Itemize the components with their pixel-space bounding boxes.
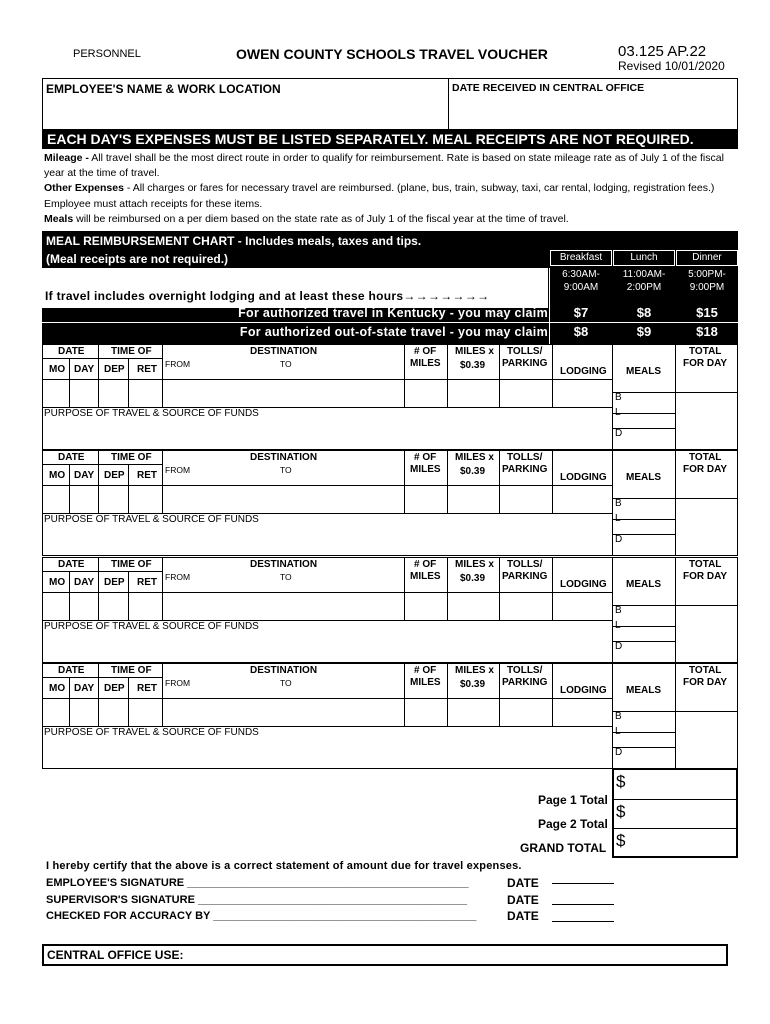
entry4-l-label: L: [615, 726, 621, 737]
entry1-to-label: TO: [280, 359, 292, 369]
entry3-mileage-amount-field[interactable]: [448, 593, 499, 620]
meal-chart-subtitle: (Meal receipts are not required.): [46, 252, 229, 266]
entry2-destination-field[interactable]: [163, 486, 404, 513]
instructions: [44, 151, 734, 227]
entry3-destination-field[interactable]: [163, 593, 404, 620]
entry3-purpose-label: PURPOSE OF TRAVEL & SOURCE OF FUNDS: [44, 621, 259, 632]
entry3-return-field[interactable]: [129, 593, 162, 620]
entry4-mileage-amount-field[interactable]: [448, 699, 499, 726]
dinner-time: 5:00PM-: [688, 269, 726, 280]
breakfast-time: 6:30AM-: [562, 269, 600, 280]
kentucky-lunch-rate: $8: [636, 305, 652, 320]
entry2-purpose-label: PURPOSE OF TRAVEL & SOURCE OF FUNDS: [44, 514, 259, 525]
entry4-num-of-label: # OF: [414, 665, 437, 676]
meal-chart-title: MEAL REIMBURSEMENT CHART - Includes meals, taxes and tips.: [46, 234, 422, 248]
entry2-day-field[interactable]: [70, 486, 98, 513]
entry2-tolls-label: TOLLS/: [507, 452, 543, 463]
meals-label: Meals: [44, 212, 74, 225]
entry4-day-field[interactable]: [70, 699, 98, 726]
entry1-departure-field[interactable]: [99, 380, 128, 407]
entry3-parking-label: PARKING: [502, 571, 548, 582]
central-office-box: [42, 944, 728, 966]
entry4-time-of-label: TIME OF: [111, 665, 152, 676]
entry1-l-label: L: [615, 407, 621, 418]
entry2-purpose-field[interactable]: [44, 526, 610, 554]
entry3-miles-label: MILES: [410, 571, 441, 582]
entry3-month-field[interactable]: [43, 593, 69, 620]
entry1-tolls-field[interactable]: [500, 380, 552, 407]
meal-chart: [42, 231, 738, 344]
oos-lunch-rate: $9: [636, 324, 652, 339]
entry4-lodging-label: LODGING: [560, 685, 607, 696]
policy-code: 03.125 AP.22: [618, 43, 707, 60]
employee-name-field[interactable]: [51, 97, 441, 125]
entry2-for-day-label: FOR DAY: [683, 464, 728, 475]
entry4-miles-field[interactable]: [405, 699, 447, 726]
entry2-lodging-field[interactable]: [553, 486, 612, 513]
entry4-day-label: DAY: [74, 683, 95, 694]
mileage-text: All travel shall be the most direct route in order to qualify for reimbursement. Rate is based on state mileage rate as of July 1 of the fiscal year at the time of travel.: [44, 152, 724, 180]
entry1-total-label: TOTAL: [689, 346, 722, 357]
entry2-destination-label: DESTINATION: [250, 452, 318, 463]
entry3-for-day-label: FOR DAY: [683, 571, 728, 582]
entry3-num-of-label: # OF: [414, 559, 437, 570]
entry1-day-field[interactable]: [70, 380, 98, 407]
entry4-return-field[interactable]: [129, 699, 162, 726]
page2-total-label: Page 2 Total: [538, 817, 608, 831]
entry2-total-field[interactable]: [676, 514, 737, 555]
entry2-rate-label: $0.39: [460, 466, 486, 477]
entry2-total-label: TOTAL: [689, 452, 722, 463]
entry2-num-of-label: # OF: [414, 452, 437, 463]
breakfast-time-end: 9:00AM: [563, 282, 599, 293]
entry4-b-label: B: [615, 711, 622, 722]
entry1-from-label: FROM: [165, 359, 191, 369]
top-fields-box: [42, 78, 738, 130]
entry2-meals-label: MEALS: [626, 472, 661, 483]
entry1-for-day-label: FOR DAY: [683, 358, 728, 369]
entry2-l-label: L: [615, 513, 621, 524]
entry1-meals-field[interactable]: [624, 393, 674, 449]
entry4-date-label: DATE: [58, 665, 85, 676]
supervisor-signature-line[interactable]: SUPERVISOR'S SIGNATURE ____________________________________________: [46, 894, 468, 906]
entry4-meals-field[interactable]: [624, 712, 674, 768]
document-title: OWEN COUNTY SCHOOLS TRAVEL VOUCHER: [236, 46, 548, 62]
entry3-tolls-field[interactable]: [500, 593, 552, 620]
kentucky-rate-label: For authorized travel in Kentucky - you may claim: [238, 306, 548, 320]
entry1-d-label: D: [615, 428, 623, 439]
entry2-month-field[interactable]: [43, 486, 69, 513]
entry1-return-field[interactable]: [129, 380, 162, 407]
entry3-tolls-label: TOLLS/: [507, 559, 543, 570]
entry4-mo-label: MO: [49, 683, 66, 694]
entry1-miles-field[interactable]: [405, 380, 447, 407]
page1-total-field[interactable]: [632, 772, 732, 797]
entry4-total-label: TOTAL: [689, 665, 722, 676]
entry2-day-label: DAY: [74, 470, 95, 481]
out-of-state-rate-label: For authorized out-of-state travel - you may claim: [239, 325, 548, 339]
entry2-lodging-label: LODGING: [560, 472, 607, 483]
entry2-from-label: FROM: [165, 465, 191, 475]
entry4-tolls-field[interactable]: [500, 699, 552, 726]
entry4-destination-label: DESTINATION: [250, 665, 318, 676]
entry2-date-label: DATE: [58, 452, 85, 463]
entry1-ret-label: RET: [137, 364, 157, 375]
entry3-day-label: DAY: [74, 577, 95, 588]
expenses-banner: EACH DAY'S EXPENSES MUST BE LISTED SEPARATELY. MEAL RECEIPTS ARE NOT REQUIRED.: [42, 129, 738, 149]
entry4-rate-label: $0.39: [460, 679, 486, 690]
totals-box: [612, 768, 738, 858]
dinner-header: Dinner: [676, 250, 738, 266]
entry1-miles-x-label: MILES x: [455, 346, 494, 357]
entry1-rate-label: $0.39: [460, 360, 486, 371]
entry1-lodging-label: LODGING: [560, 366, 607, 377]
entry2-departure-field[interactable]: [99, 486, 128, 513]
entry4-lodging-field[interactable]: [553, 699, 612, 726]
entry1-purpose-label: PURPOSE OF TRAVEL & SOURCE OF FUNDS: [44, 408, 259, 419]
page1-dollar: $: [616, 772, 626, 791]
entry2-miles-x-label: MILES x: [455, 452, 494, 463]
entry1-destination-label: DESTINATION: [250, 346, 318, 357]
grand-dollar: $: [616, 831, 626, 850]
entry1-parking-label: PARKING: [502, 358, 548, 369]
oos-dinner-rate: $18: [696, 324, 718, 339]
entry3-l-label: L: [615, 620, 621, 631]
entry4-ret-label: RET: [137, 683, 157, 694]
entry4-month-field[interactable]: [43, 699, 69, 726]
dinner-time-end: 9:00PM: [689, 282, 725, 293]
page2-total-field[interactable]: [632, 801, 732, 826]
kentucky-dinner-rate: $15: [696, 305, 718, 320]
overnight-note: If travel includes overnight lodging and at least these hours→→→→→→→: [45, 289, 490, 303]
entry3-lodging-label: LODGING: [560, 579, 607, 590]
entry3-d-label: D: [615, 641, 623, 652]
entry1-meals-label: MEALS: [626, 366, 661, 377]
employee-signature-line[interactable]: EMPLOYEE'S SIGNATURE ______________________________________________: [46, 877, 469, 889]
grand-total-label: GRAND TOTAL: [520, 841, 607, 855]
lunch-header: Lunch: [613, 250, 675, 266]
page2-dollar: $: [616, 802, 626, 821]
entry1-time-of-label: TIME OF: [111, 346, 152, 357]
central-office-label: CENTRAL OFFICE USE:: [47, 948, 184, 962]
entry4-total-field[interactable]: [676, 727, 737, 768]
entry3-dep-label: DEP: [104, 577, 125, 588]
employee-date-field[interactable]: [552, 883, 614, 884]
entry3-purpose-field[interactable]: [44, 633, 610, 661]
entry1-num-of-label: # OF: [414, 346, 437, 357]
entry3-from-label: FROM: [165, 572, 191, 582]
entry2-tolls-field[interactable]: [500, 486, 552, 513]
meals-text: will be reimbursed on a per diem based on the state rate as of July 1 of the fiscal year at the time of travel.: [73, 212, 569, 225]
entry2-return-field[interactable]: [129, 486, 162, 513]
entry1-miles-label: MILES: [410, 358, 441, 369]
entry2-mileage-amount-field[interactable]: [448, 486, 499, 513]
entry4-destination-field[interactable]: [163, 699, 404, 726]
entry3-destination-label: DESTINATION: [250, 559, 318, 570]
grand-total-field[interactable]: [632, 830, 732, 855]
entry1-day-label: DAY: [74, 364, 95, 375]
entry4-for-day-label: FOR DAY: [683, 677, 728, 688]
entry4-from-label: FROM: [165, 678, 191, 688]
entry4-purpose-label: PURPOSE OF TRAVEL & SOURCE OF FUNDS: [44, 727, 259, 738]
entry3-mo-label: MO: [49, 577, 66, 588]
entry4-dep-label: DEP: [104, 683, 125, 694]
entry4-purpose-field[interactable]: [44, 739, 610, 767]
oos-breakfast-rate: $8: [573, 324, 589, 339]
entry3-b-label: B: [615, 605, 622, 616]
entry3-rate-label: $0.39: [460, 573, 486, 584]
entry3-day-field[interactable]: [70, 593, 98, 620]
entry3-time-of-label: TIME OF: [111, 559, 152, 570]
entry2-meals-field[interactable]: [624, 499, 674, 555]
entry3-date-label: DATE: [58, 559, 85, 570]
entry1-mileage-amount-field[interactable]: [448, 380, 499, 407]
entry1-total-field[interactable]: [676, 408, 737, 449]
header-section-label: PERSONNEL: [73, 48, 141, 60]
employee-date-label: DATE: [507, 876, 539, 890]
date-received-field[interactable]: [453, 97, 733, 125]
entry1-mo-label: MO: [49, 364, 66, 375]
entry3-to-label: TO: [280, 572, 292, 582]
entry3-total-label: TOTAL: [689, 559, 722, 570]
entry2-parking-label: PARKING: [502, 464, 548, 475]
checked-by-line[interactable]: CHECKED FOR ACCURACY BY ___________________________________________: [46, 910, 477, 922]
entry1-date-label: DATE: [58, 346, 85, 357]
entry4-parking-label: PARKING: [502, 677, 548, 688]
kentucky-breakfast-rate: $7: [573, 305, 589, 320]
entry2-miles-field[interactable]: [405, 486, 447, 513]
revision-date: Revised 10/01/2020: [618, 59, 725, 73]
checked-date-field[interactable]: [552, 921, 614, 922]
entry2-b-label: B: [615, 498, 622, 509]
entry1-lodging-field[interactable]: [553, 380, 612, 407]
entry4-to-label: TO: [280, 678, 292, 688]
entry2-d-label: D: [615, 534, 623, 545]
checked-date-label: DATE: [507, 909, 539, 923]
entry4-d-label: D: [615, 747, 623, 758]
entry4-tolls-label: TOLLS/: [507, 665, 543, 676]
lunch-time: 11:00AM-: [622, 269, 666, 280]
employee-name-label: EMPLOYEE'S NAME & WORK LOCATION: [46, 82, 281, 96]
entry3-departure-field[interactable]: [99, 593, 128, 620]
entry2-ret-label: RET: [137, 470, 157, 481]
entry1-destination-field[interactable]: [163, 380, 404, 407]
entry2-dep-label: DEP: [104, 470, 125, 481]
breakfast-header: Breakfast: [550, 250, 612, 266]
entry3-meals-label: MEALS: [626, 579, 661, 590]
entry4-meals-label: MEALS: [626, 685, 661, 696]
entry1-dep-label: DEP: [104, 364, 125, 375]
certification-statement: I hereby certify that the above is a correct statement of amount due for travel expenses.: [46, 860, 522, 872]
supervisor-date-field[interactable]: [552, 904, 614, 905]
entry4-miles-label: MILES: [410, 677, 441, 688]
entry1-month-field[interactable]: [43, 380, 69, 407]
entry1-purpose-field[interactable]: [44, 420, 610, 448]
entry3-ret-label: RET: [137, 577, 157, 588]
other-expenses-label: Other Expenses: [44, 182, 124, 195]
entry3-total-field[interactable]: [676, 621, 737, 662]
entry2-miles-label: MILES: [410, 464, 441, 475]
entry2-mo-label: MO: [49, 470, 66, 481]
other-expenses-text: - All charges or fares for necessary travel are reimbursed. (plane, bus, train, subway, taxi, car rental, lodging, registration fees.) Employee must attach receipts for these items.: [44, 182, 715, 210]
entry4-miles-x-label: MILES x: [455, 665, 494, 676]
entry3-lodging-field[interactable]: [553, 593, 612, 620]
entry2-time-of-label: TIME OF: [111, 452, 152, 463]
entry1-tolls-label: TOLLS/: [507, 346, 543, 357]
entry3-meals-field[interactable]: [624, 606, 674, 662]
entry3-miles-field[interactable]: [405, 593, 447, 620]
entry3-miles-x-label: MILES x: [455, 559, 494, 570]
page1-total-label: Page 1 Total: [538, 793, 608, 807]
entry4-departure-field[interactable]: [99, 699, 128, 726]
entry2-to-label: TO: [280, 465, 292, 475]
supervisor-date-label: DATE: [507, 893, 539, 907]
entry1-b-label: B: [615, 392, 622, 403]
lunch-time-end: 2:00PM: [626, 282, 662, 293]
mileage-label: Mileage -: [44, 152, 89, 164]
date-received-label: DATE RECEIVED IN CENTRAL OFFICE: [452, 82, 645, 94]
